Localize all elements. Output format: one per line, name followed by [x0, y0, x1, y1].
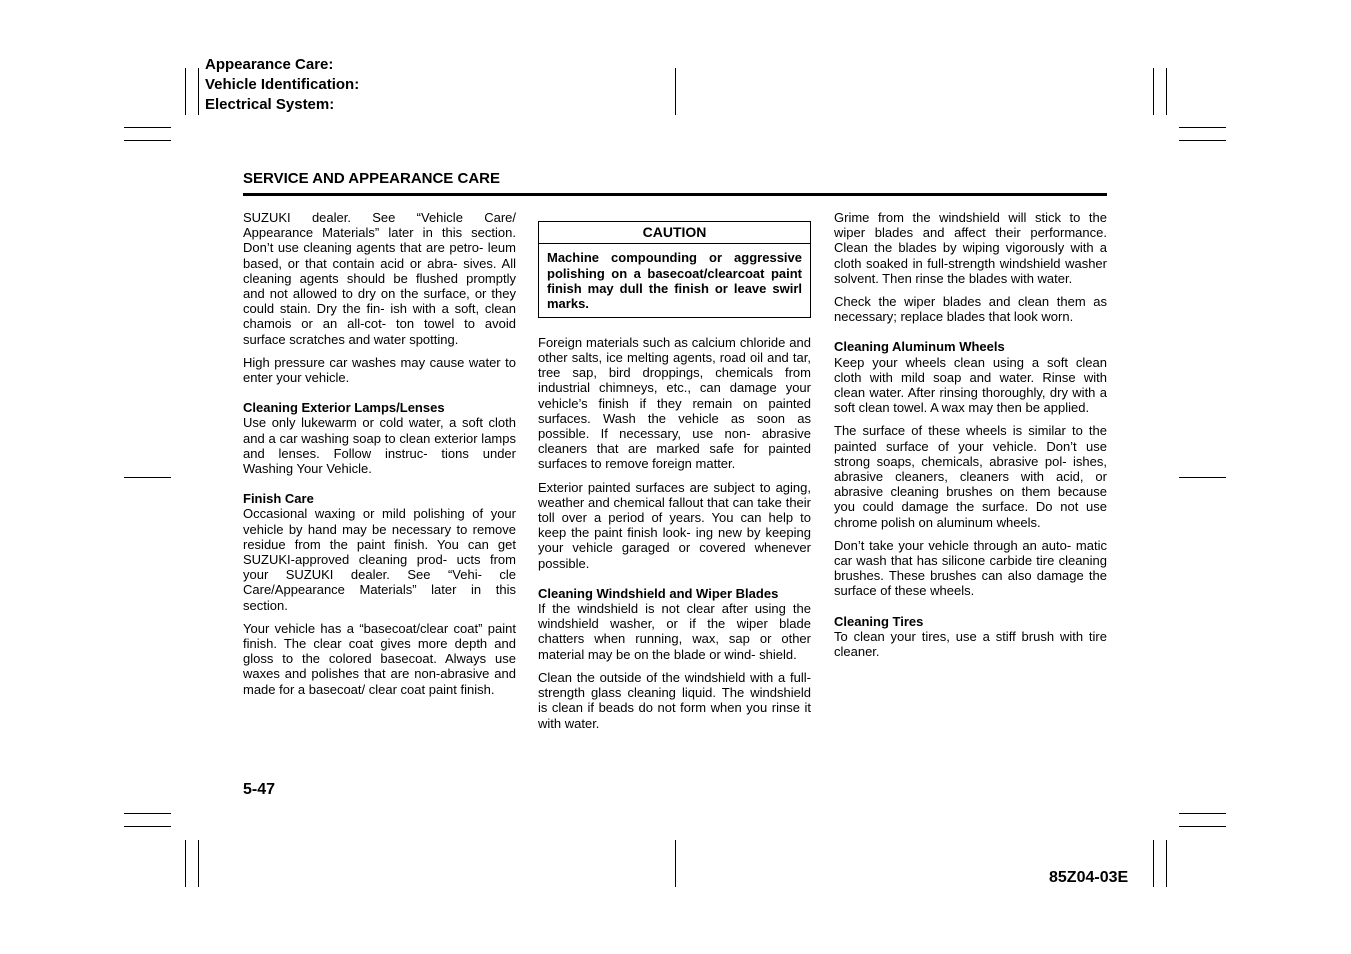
subheading: Cleaning Windshield and Wiper Blades [538, 585, 779, 601]
crop-mark [1166, 68, 1167, 115]
paragraph: Exterior painted surfaces are subject to aging, weather and chemical fallout that can take their toll over a period of years. You can help to keep the paint finish look- ing new by keeping your vehicle garaged or covered whenever possible. [538, 479, 811, 571]
paragraph: Occasional waxing or mild polishing of your vehicle by hand may be necessary to remove residue from the paint finish. You can get SUZUKI-approved cleaning prod- ucts from your SUZUKI dealer. See “Vehi- cle Care/Appearance Materials” later in this section. [243, 506, 516, 613]
crop-mark [675, 840, 676, 887]
heading-vehicle-identification: Vehicle Identification: [205, 76, 360, 93]
crop-mark [124, 127, 171, 128]
crop-mark [185, 840, 186, 887]
crop-mark [124, 477, 171, 478]
paragraph: Check the wiper blades and clean them as necessary; replace blades that look worn. [834, 294, 1107, 325]
crop-mark [198, 68, 199, 115]
heading-appearance-care: Appearance Care: [205, 56, 334, 73]
column-3 [834, 210, 1107, 667]
caution-box [538, 221, 811, 318]
paragraph: High pressure car washes may cause water to enter your vehicle. [243, 354, 516, 386]
paragraph: Don’t take your vehicle through an auto- matic car wash that has silicone carbide tire cleaning brushes. These brushes can also damage the surface of these wheels. [834, 537, 1107, 599]
caution-title: CAUTION [539, 222, 810, 244]
paragraph: Foreign materials such as calcium chloride and other salts, ice melting agents, road oil and tar, tree sap, bird droppings, chemicals from industrial chimneys, etc., can damage your vehicle’s finish if they remain on painted surfaces. Wash the vehicle as soon as possible. If necessary, use non- abrasive cleaners that are marked safe for painted surfaces to remove foreign matter. [538, 334, 811, 472]
crop-mark [124, 140, 171, 141]
crop-mark [185, 68, 186, 115]
page-number: 5-47 [243, 781, 276, 798]
section-title: SERVICE AND APPEARANCE CARE [243, 170, 500, 187]
paragraph: Your vehicle has a “basecoat/clear coat” paint finish. The clear coat gives more depth and gloss to the colored basecoat. Always use waxes and polishes that are non-abrasive and made for a basecoat/ clear coat paint finish. [243, 620, 516, 697]
subheading: Finish Care [243, 491, 314, 507]
paragraph: Clean the outside of the windshield with a full-strength glass cleaning liquid. The windshield is clean if beads do not form when you rinse it with water. [538, 669, 811, 731]
section-finish-care [243, 491, 516, 613]
crop-mark [675, 68, 676, 115]
paragraph: If the windshield is not clear after using the windshield washer, or if the wiper blade chatters when running, wax, sap or other material may be on the blade or wind- shield. [538, 601, 811, 662]
subheading: Cleaning Aluminum Wheels [834, 339, 1005, 355]
subheading: Cleaning Exterior Lamps/Lenses [243, 400, 445, 416]
paragraph: SUZUKI dealer. See “Vehicle Care/ Appearance Materials” later in this section. Don’t use cleaning agents that are petro- leum based, or that contain acid or abra- sives. All cleaning agents should be flushed promptly and not allowed to dry on the surface, or they could stain. Dry the fin- ish with a soft, clean chamois or an all-cot- ton towel to avoid surface scratches and water spotting. [243, 210, 516, 347]
crop-mark [1179, 477, 1226, 478]
paragraph: Grime from the windshield will stick to the wiper blades and affect their performance. Clean the blades by wiping vigorously with a cloth soaked in full-strength windshield washer solvent. Then rinse the blades with water. [834, 210, 1107, 286]
crop-mark [1166, 840, 1167, 887]
crop-mark [198, 840, 199, 887]
subheading: Cleaning Tires [834, 613, 924, 629]
crop-mark [1179, 127, 1226, 128]
section-aluminum-wheels [834, 339, 1107, 415]
crop-mark [1179, 140, 1226, 141]
crop-mark [1153, 68, 1154, 115]
crop-mark [1179, 813, 1226, 814]
column-1 [243, 210, 516, 705]
paragraph: Keep your wheels clean using a soft clean cloth with mild soap and water. Rinse with clean water. After rinsing thoroughly, dry with a soft clean towel. A wax may then be applied. [834, 354, 1107, 416]
crop-mark [1153, 840, 1154, 887]
paragraph: Use only lukewarm or cold water, a soft cloth and a car washing soap to clean exterior lamps and lenses. Follow instruc- tions under Washing Your Vehicle. [243, 415, 516, 477]
document-code: 85Z04-03E [1049, 869, 1129, 886]
section-exterior-lamps [243, 400, 516, 476]
section-windshield [538, 586, 811, 662]
crop-mark [124, 826, 171, 827]
crop-mark [1179, 826, 1226, 827]
paragraph: The surface of these wheels is similar to the painted surface of your vehicle. Don’t use strong soaps, chemicals, abrasive pol- ishes, abrasive cleaners, cleaners with acid, or abrasive cleaning brushes on them because you could damage the surface. Do not use chrome polish on aluminum wheels. [834, 423, 1107, 530]
section-cleaning-tires [834, 614, 1107, 660]
section-divider [243, 193, 1107, 196]
crop-mark [124, 813, 171, 814]
column-2 [538, 210, 811, 739]
caution-text: Machine compounding or aggressive polishing on a basecoat/clearcoat paint finish may dull the finish or leave swirl marks. [547, 250, 802, 312]
heading-electrical-system: Electrical System: [205, 96, 335, 113]
top-headings [205, 55, 359, 115]
paragraph: To clean your tires, use a stiff brush with tire cleaner. [834, 628, 1107, 660]
